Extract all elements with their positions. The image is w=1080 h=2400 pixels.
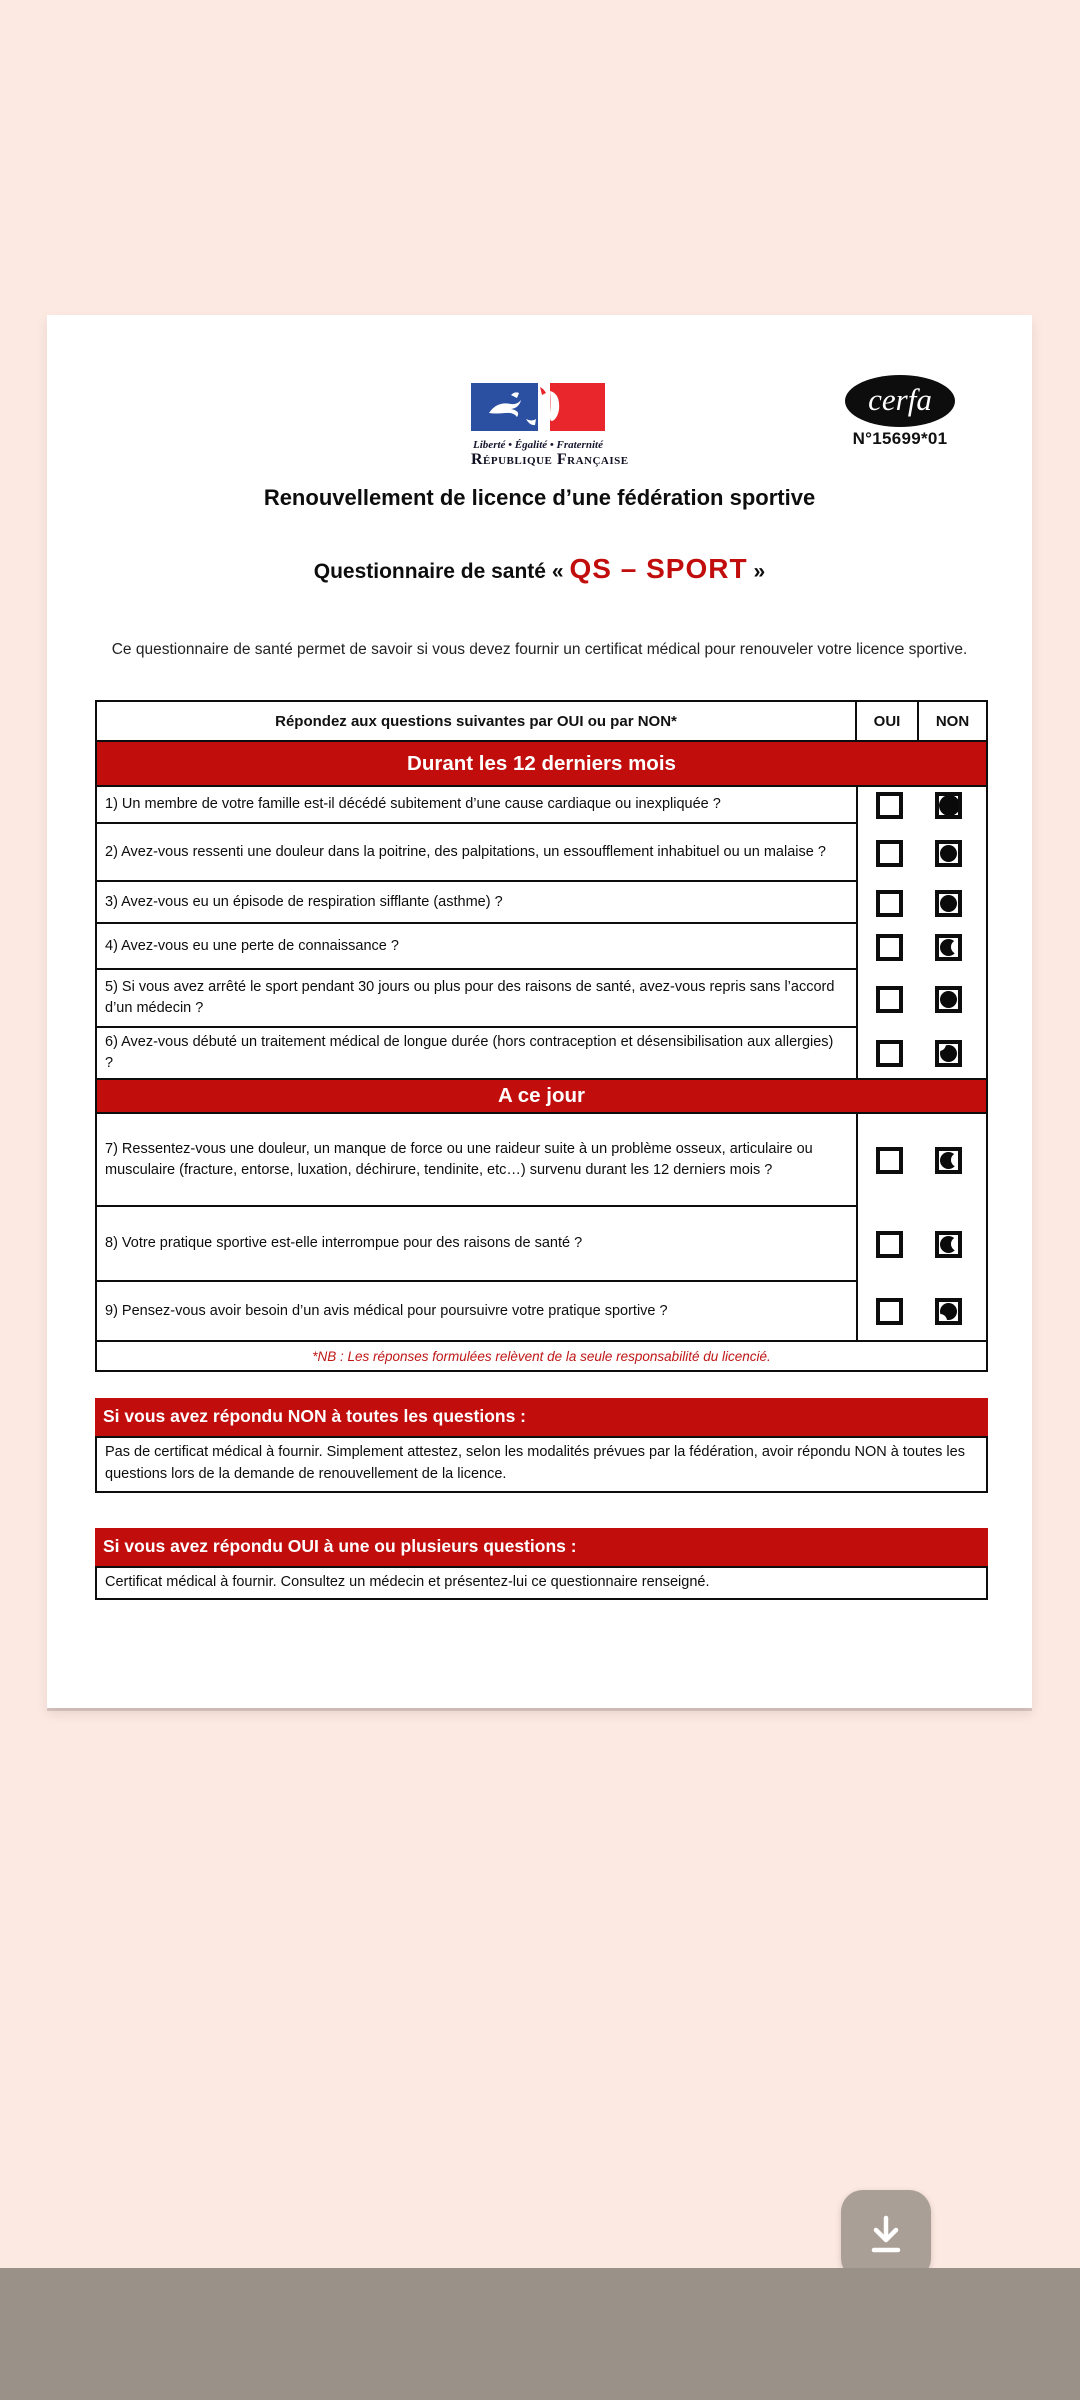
oui-checkbox-7[interactable]	[876, 1147, 903, 1174]
section-band-today: A ce jour	[97, 1078, 986, 1114]
question-row-5	[97, 970, 986, 1028]
non-checkbox-8[interactable]	[935, 1231, 962, 1258]
answer-cell-4	[858, 924, 986, 970]
question-row-7	[97, 1114, 986, 1207]
question-text-1: 1) Un membre de votre famille est-il décédé subitement d’une cause cardiaque ou inexpliquée ?	[97, 787, 858, 824]
intro-text: Ce questionnaire de santé permet de savoir si vous devez fournir un certificat médical pour renouveler votre licence sportive.	[111, 641, 968, 658]
rf-motto: Liberté • Égalité • Fraternité	[473, 439, 603, 451]
cerfa-logo	[845, 375, 955, 449]
subtitle-prefix: Questionnaire de santé «	[313, 560, 564, 583]
cerfa-number: N°15699*01	[852, 429, 948, 448]
oui-checkbox-3[interactable]	[876, 890, 903, 917]
question-row-9	[97, 1282, 986, 1340]
non-checkbox-9[interactable]	[935, 1298, 962, 1325]
question-row-2	[97, 824, 986, 882]
oui-checkbox-9[interactable]	[876, 1298, 903, 1325]
oui-checkbox-1[interactable]	[876, 792, 903, 819]
notice-answered-non	[95, 1398, 988, 1493]
oui-checkbox-4[interactable]	[876, 934, 903, 961]
oui-checkbox-8[interactable]	[876, 1231, 903, 1258]
column-header-non: NON	[935, 712, 970, 730]
question-row-1	[97, 787, 986, 824]
download-button[interactable]	[841, 2190, 931, 2280]
answer-cell-1	[858, 787, 986, 824]
section-band-last-12-months: Durant les 12 derniers mois	[97, 742, 986, 787]
oui-checkbox-6[interactable]	[876, 1040, 903, 1067]
answer-cell-3	[858, 882, 986, 924]
column-header-oui: OUI	[857, 702, 919, 740]
table-header-question: Répondez aux questions suivantes par OUI ou par NON*	[97, 702, 857, 740]
nb-note: *NB : Les réponses formulées relèvent de la seule responsabilité du licencié.	[97, 1340, 986, 1370]
subtitle-highlight: QS – SPORT	[569, 553, 748, 584]
notice-non-body: Pas de certificat médical à fournir. Simplement attestez, selon les modalités prévues par la fédération, avoir répondu NON à toutes les questions lors de la demande de renouvellement de la licence.	[95, 1436, 988, 1493]
question-text-9: 9) Pensez-vous avoir besoin d’un avis médical pour poursuivre votre pratique sportive ?	[97, 1282, 858, 1340]
rf-country: République Française	[471, 451, 629, 468]
question-row-3	[97, 882, 986, 924]
question-text-8: 8) Votre pratique sportive est-elle interrompue pour des raisons de santé ?	[97, 1207, 858, 1282]
question-text-5: 5) Si vous avez arrêté le sport pendant 30 jours ou plus pour des raisons de santé, avez-vous repris sans l’accord d’un médecin ?	[97, 970, 858, 1028]
non-checkbox-4[interactable]	[935, 934, 962, 961]
cerfa-oval-icon	[845, 375, 955, 427]
cerfa-brand: cerfa	[868, 381, 932, 417]
question-text-3: 3) Avez-vous eu un épisode de respiration sifflante (asthme) ?	[97, 882, 858, 924]
question-row-8	[97, 1207, 986, 1282]
oui-checkbox-5[interactable]	[876, 986, 903, 1013]
non-checkbox-3[interactable]	[935, 890, 962, 917]
page-subtitle	[47, 553, 1032, 585]
answer-cell-6	[858, 1028, 986, 1078]
non-checkbox-2[interactable]	[935, 840, 962, 867]
notice-oui-body: Certificat médical à fournir. Consultez un médecin et présentez-lui ce questionnaire renseigné.	[95, 1566, 988, 1600]
notice-non-heading: Si vous avez répondu NON à toutes les questions :	[95, 1398, 988, 1436]
download-icon	[863, 2212, 909, 2258]
non-checkbox-5[interactable]	[935, 986, 962, 1013]
question-text-2: 2) Avez-vous ressenti une douleur dans la poitrine, des palpitations, un essoufflement inhabituel ou un malaise ?	[97, 824, 858, 882]
questionnaire-table	[95, 700, 988, 1372]
notice-oui-heading: Si vous avez répondu OUI à une ou plusieurs questions :	[95, 1528, 988, 1566]
non-checkbox-7[interactable]	[935, 1147, 962, 1174]
subtitle-suffix: »	[753, 560, 766, 583]
page-title: Renouvellement de licence d’une fédération sportive	[263, 485, 816, 510]
question-row-6	[97, 1028, 986, 1078]
question-text-4: 4) Avez-vous eu une perte de connaissance ?	[97, 924, 858, 970]
question-text-7: 7) Ressentez-vous une douleur, un manque de force ou une raideur suite à un problème osseux, articulaire ou musculaire (fracture, entorse, luxation, déchirure, tendinite, etc…) survenu durant les 12 derniers mois ?	[97, 1114, 858, 1207]
french-flag-icon	[471, 383, 605, 431]
answer-cell-9	[858, 1282, 986, 1340]
question-row-4	[97, 924, 986, 970]
question-text-6: 6) Avez-vous débuté un traitement médical de longue durée (hors contraception et désensibilisation aux allergies) ?	[97, 1028, 858, 1078]
answer-cell-2	[858, 824, 986, 882]
answer-cell-5	[858, 970, 986, 1028]
document-page	[47, 315, 1032, 1708]
navigation-bar	[0, 2268, 1080, 2400]
table-header-row	[97, 702, 986, 742]
oui-checkbox-2[interactable]	[876, 840, 903, 867]
answer-cell-7	[858, 1114, 986, 1207]
non-checkbox-6[interactable]	[935, 1040, 962, 1067]
answer-cell-8	[858, 1207, 986, 1282]
non-checkbox-1[interactable]	[935, 792, 962, 819]
french-republic-logo	[471, 383, 629, 469]
notice-answered-oui	[95, 1528, 988, 1600]
